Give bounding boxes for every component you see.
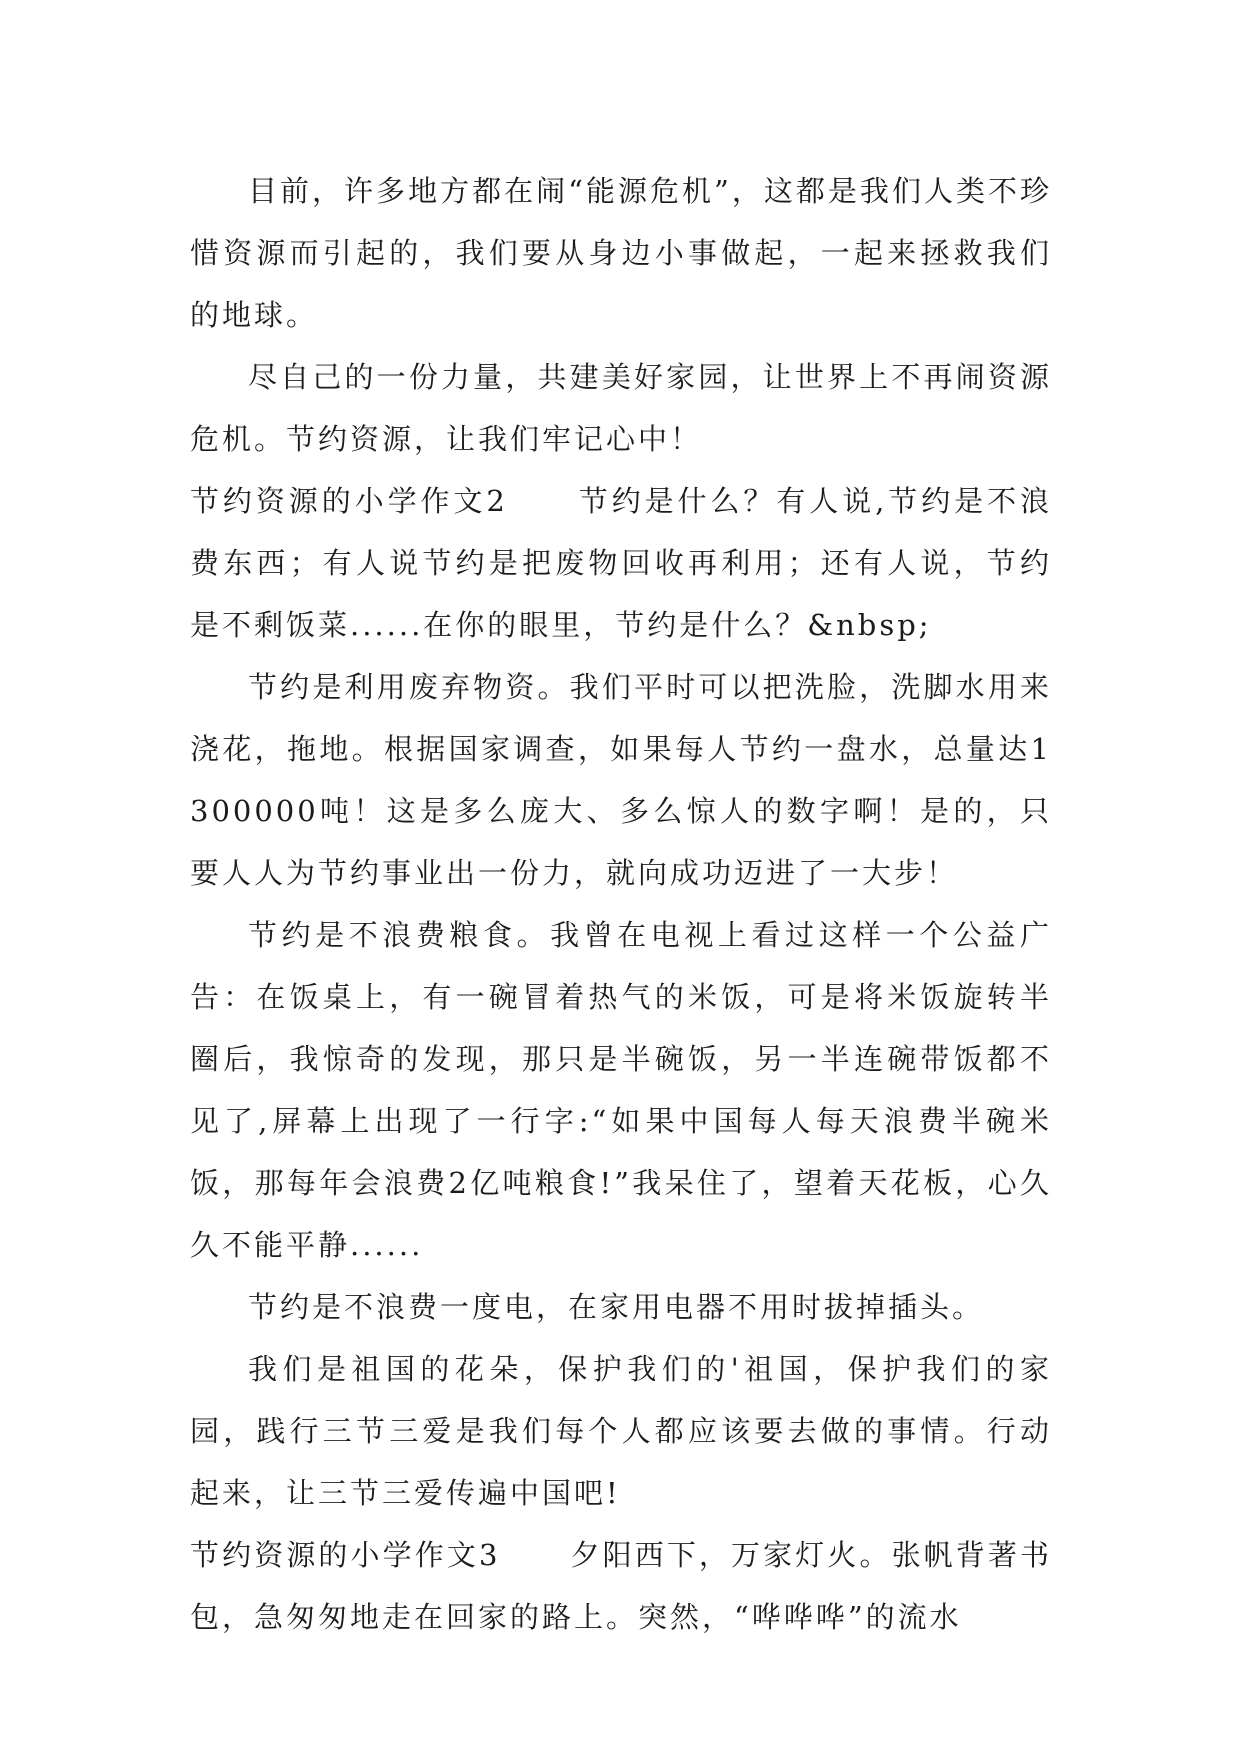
paragraph-energy-crisis: 目前，许多地方都在闹“能源危机”，这都是我们人类不珍惜资源而引起的，我们要从身边小事做起，一起来拯救我们的地球。 xyxy=(190,174,1052,332)
essay-2-paragraph xyxy=(190,470,1052,656)
paragraph-save-electricity: 节约是不浪费一度电，在家用电器不用时拔掉插头。 xyxy=(248,1290,985,1324)
essay-3-paragraph xyxy=(190,1524,1052,1648)
paragraph-build-homeland: 尽自己的一份力量，共建美好家园，让世界上不再闹资源危机。节约资源，让我们牢记心中！ xyxy=(190,360,1052,456)
document-body xyxy=(190,160,1052,1648)
essay-3-title: 节约资源的小学作文3 xyxy=(190,1538,501,1572)
paragraph-protect-homeland: 我们是祖国的花朵，保护我们的'祖国，保护我们的家园，践行三节三爱是我们每个人都应该要去做的事情。行动起来，让三节三爱传遍中国吧! xyxy=(190,1352,1052,1510)
essay-2-opening-text: 节约是什么？有人说,节约是不浪费东西；有人说节约是把废物回收再利用；还有人说，节约是不剩饭菜......在你的眼里，节约是什么？&nbsp; xyxy=(190,484,1052,642)
paragraph-recycle-water: 节约是利用废弃物资。我们平时可以把洗脸，洗脚水用来浇花，拖地。根据国家调查，如果每人节约一盘水，总量达1300000吨！这是多么庞大、多么惊人的数字啊！是的，只要人人为节约事业出一份力，就向成功迈进了一大步！ xyxy=(190,670,1052,890)
paragraph-save-food: 节约是不浪费粮食。我曾在电视上看过这样一个公益广告：在饭桌上，有一碗冒着热气的米饭，可是将米饭旋转半圈后，我惊奇的发现，那只是半碗饭，另一半连碗带饭都不见了,屏幕上出现了一行字:“如果中国每人每天浪费半碗米饭，那每年会浪费2亿吨粮食!”我呆住了，望着天花板，心久久不能平静...... xyxy=(190,918,1052,1262)
essay-3-opening-text: 夕阳西下，万家灯火。张帆背著书包，急匆匆地走在回家的路上。突然，“哗哗哗”的流水 xyxy=(190,1538,1052,1634)
essay-2-title: 节约资源的小学作文2 xyxy=(190,484,508,518)
